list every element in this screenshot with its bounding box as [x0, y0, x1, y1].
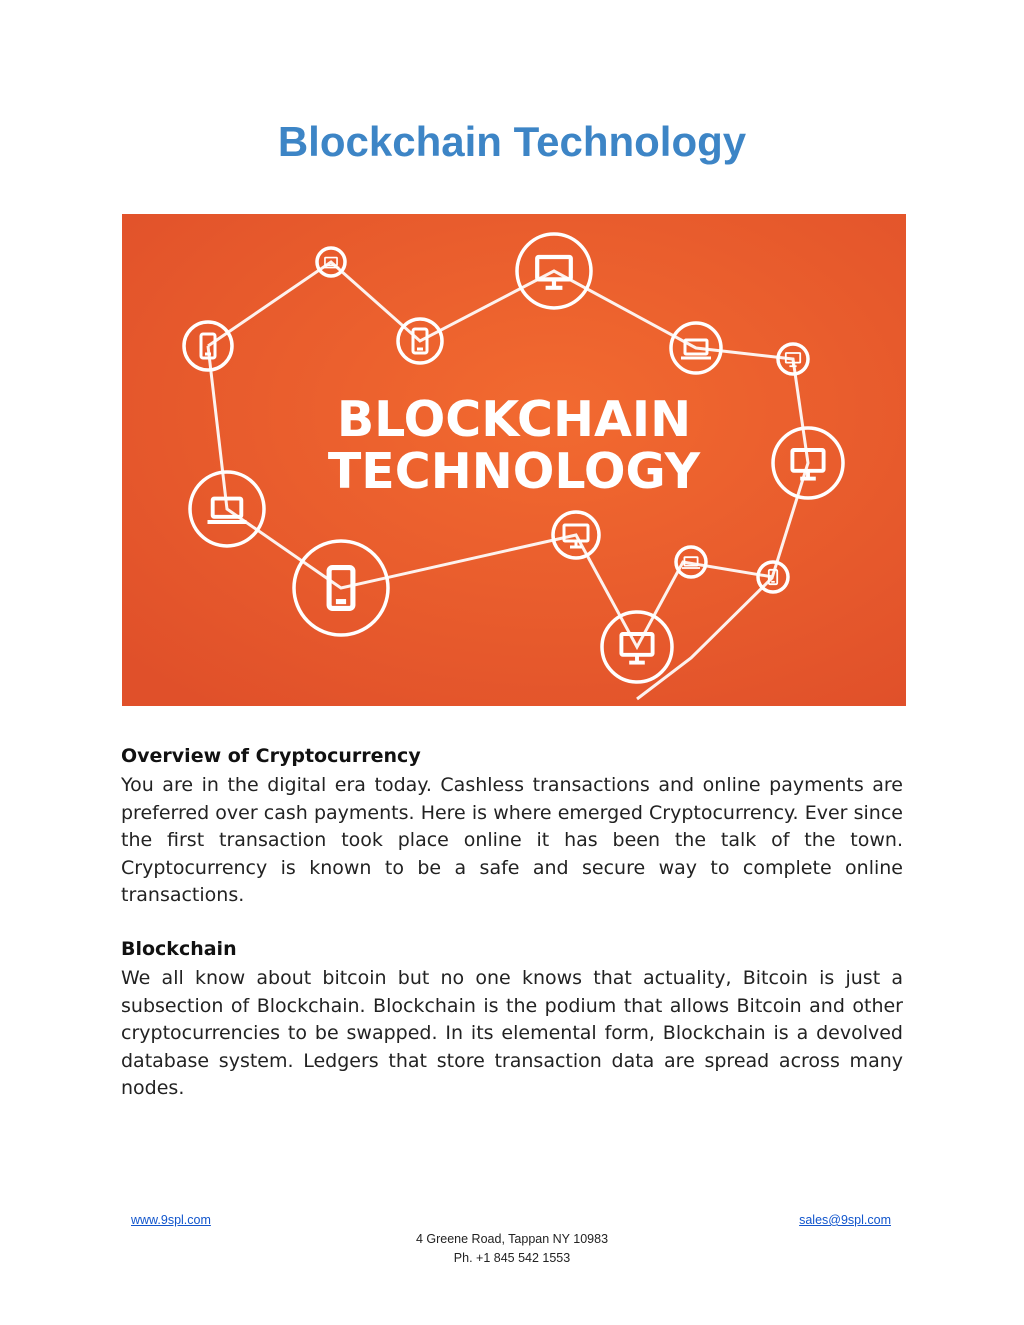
section-body: You are in the digital era today. Cashless transactions and online payments are preferred over cash payments. Here is where emerged Cryptocurrency. Ever since the first transaction took place online it has been the talk of the town. Cryptocurrency is known to be a safe and secure way to complete online transactions. — [121, 774, 903, 907]
section-body: We all know about bitcoin but no one knows that actuality, Bitcoin is just a subsection of Blockchain. Blockchain is the podium that allows Bitcoin and other cryptocurrencies to be swapped. In its elemental form, Blockchain is a devolved database system. Ledgers that store transaction data are spread across many nodes. — [121, 967, 903, 1100]
footer-address: 4 Greene Road, Tappan NY 10983 — [415, 1232, 609, 1246]
section-heading: Blockchain — [121, 938, 237, 960]
website-link[interactable]: www.9spl.com — [131, 1213, 211, 1227]
hero-line1: BLOCKCHAIN — [336, 391, 692, 448]
page-title: Blockchain Technology — [277, 118, 747, 165]
section-overview — [121, 744, 903, 910]
section-heading: Overview of Cryptocurrency — [121, 745, 421, 767]
section-blockchain — [121, 937, 903, 1103]
footer-phone: Ph. +1 845 542 1553 — [453, 1251, 571, 1265]
hero-image — [122, 214, 906, 706]
hero-line2: TECHNOLOGY — [327, 443, 701, 500]
email-link[interactable]: sales@9spl.com — [799, 1213, 891, 1227]
